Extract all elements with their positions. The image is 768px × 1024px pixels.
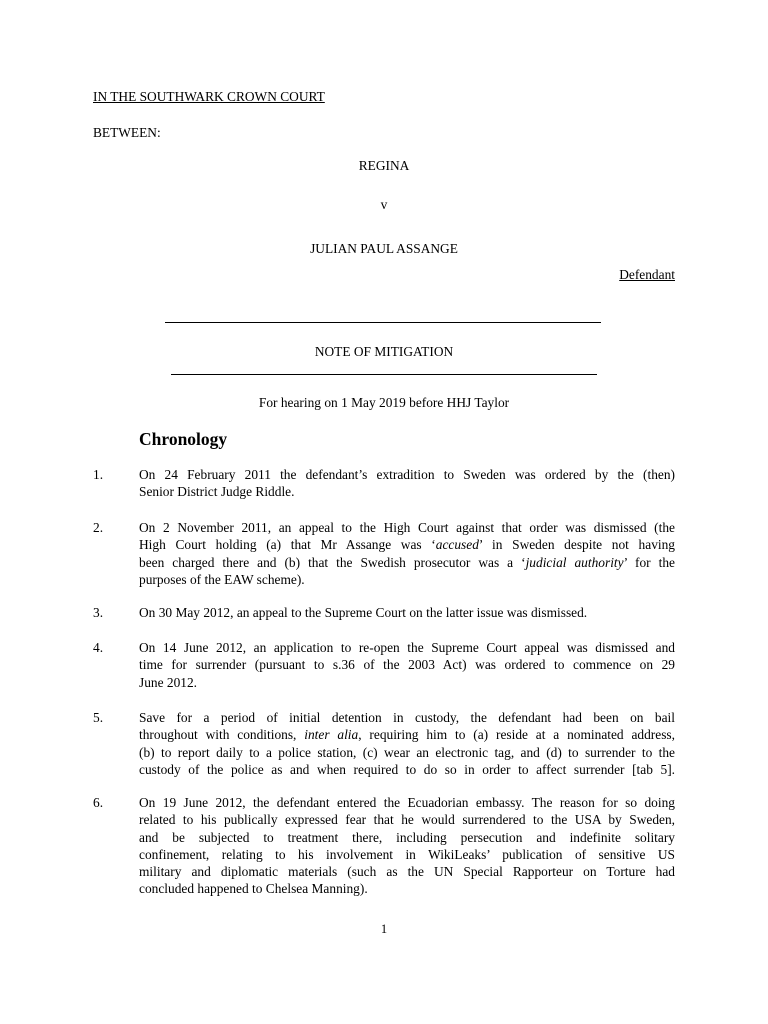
section-heading-chronology: Chronology <box>139 429 228 449</box>
italic-phrase: inter alia <box>304 727 359 743</box>
prosecution-party: REGINA <box>358 158 410 173</box>
paragraph-line: On 14 June 2012, an application to re-open the Supreme Court appeal was dismissed and <box>139 640 675 655</box>
versus-label: v <box>380 197 388 212</box>
hearing-line: For hearing on 1 May 2019 before HHJ Taylor <box>258 395 510 410</box>
title-top-rule <box>165 322 601 323</box>
italic-phrase: accused <box>435 537 479 553</box>
paragraph-number: 3. <box>93 605 104 620</box>
page-number: 1 <box>380 922 388 936</box>
paragraph-4 <box>139 639 675 691</box>
italic-phrase: judicial authority <box>525 554 624 570</box>
defendant-role: Defendant <box>619 267 675 282</box>
paragraph-number: 4. <box>93 640 104 655</box>
paragraph-3 <box>139 604 675 621</box>
paragraph-line: throughout with conditions, inter alia, requiring him to (a) reside at a nominated address, <box>139 727 675 743</box>
paragraph-line: related to his publically expressed fear that he would surrendered to the USA by Sweden, <box>139 812 675 828</box>
paragraph-number: 2. <box>93 520 104 535</box>
paragraph-line: On 30 May 2012, an appeal to the Supreme Court on the latter issue was dismissed. <box>139 605 588 620</box>
paragraph-line: June 2012. <box>139 674 198 690</box>
paragraph-line: purposes of the EAW scheme). <box>139 571 305 587</box>
paragraph-line: On 19 June 2012, the defendant entered the Ecuadorian embassy. The reason for so doing <box>139 795 675 810</box>
paragraph-line: On 24 February 2011 the defendant’s extradition to Sweden was ordered by the (then) <box>139 467 675 482</box>
document-title: NOTE OF MITIGATION <box>314 344 454 359</box>
paragraph-line: (b) to report daily to a police station, (c) wear an electronic tag, and (d) to surrender to the <box>139 744 675 760</box>
between-label: BETWEEN: <box>93 125 161 140</box>
court-name: IN THE SOUTHWARK CROWN COURT <box>93 89 325 104</box>
paragraph-line: High Court holding (a) that Mr Assange was ‘accused’ in Sweden despite not having <box>139 537 676 553</box>
paragraph-line: time for surrender (pursuant to s.36 of the 2003 Act) was ordered to commence on 29 <box>139 657 675 673</box>
defendant-name: JULIAN PAUL ASSANGE <box>310 241 458 256</box>
paragraph-line: Save for a period of initial detention in custody, the defendant had been on bail <box>139 710 675 725</box>
paragraph-6 <box>139 794 675 898</box>
paragraph-line: and be subjected to treatment there, including persecution and indefinite solitary <box>139 829 675 845</box>
paragraph-number: 1. <box>93 467 104 482</box>
paragraph-number: 5. <box>93 710 104 725</box>
paragraph-line: concluded happened to Chelsea Manning). <box>139 881 368 897</box>
paragraph-number: 6. <box>93 795 104 810</box>
paragraph-line: been charged there and (b) that the Swedish prosecutor was a ‘judicial authority’ for the <box>139 554 675 570</box>
title-bottom-rule <box>171 374 597 375</box>
paragraph-2 <box>139 519 675 588</box>
paragraph-5 <box>139 709 675 778</box>
paragraph-line: military and diplomatic materials (such as the UN Special Rapporteur on Torture had <box>139 864 675 880</box>
paragraph-line: On 2 November 2011, an appeal to the High Court against that order was dismissed (the <box>139 520 675 535</box>
paragraph-1 <box>139 466 675 501</box>
paragraph-line: confinement, relating to his involvement in WikiLeaks’ publication of sensitive US <box>139 846 675 862</box>
paragraph-line: Senior District Judge Riddle. <box>139 484 295 500</box>
paragraph-line: custody of the police as and when required to do so in order to affect surrender [tab 5]. <box>139 761 675 777</box>
